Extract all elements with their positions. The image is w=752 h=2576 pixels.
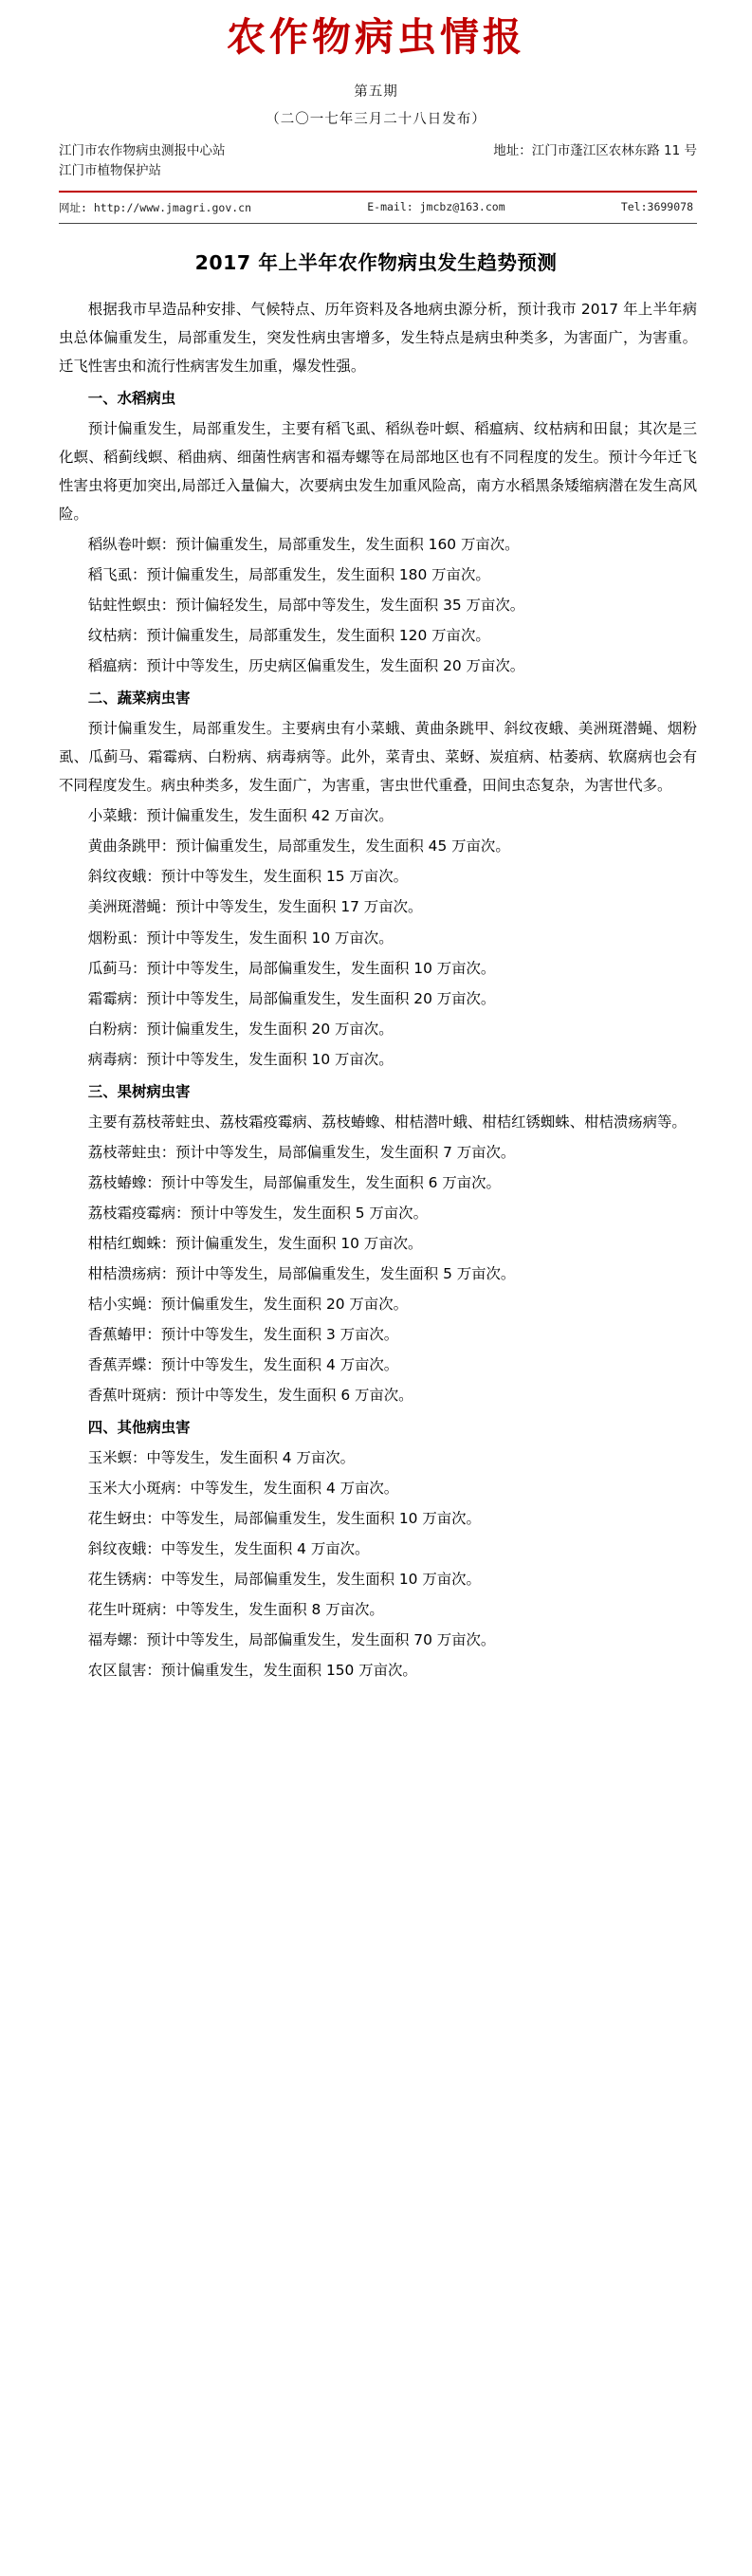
email-address[interactable]: E-mail: jmcbz@163.com — [367, 200, 505, 214]
section-1-paragraph-5: 纹枯病：预计偏重发生，局部重发生，发生面积 120 万亩次。 — [87, 627, 490, 645]
organization-line-1: 江门市农作物病虫测报中心站 — [59, 143, 226, 159]
contact-row — [59, 200, 693, 215]
thin-divider — [59, 223, 697, 224]
organization-line-2: 江门市植物保护站 — [59, 163, 161, 179]
section-1-paragraph-2: 稻纵卷叶螟：预计偏重发生，局部重发生，发生面积 160 万亩次。 — [87, 536, 520, 554]
section-4-paragraph-8: 农区鼠害：预计偏重发生，发生面积 150 万亩次。 — [87, 1662, 417, 1680]
section-2-paragraph-1: 预计偏重发生，局部重发生。主要病虫有小菜蛾、黄曲条跳甲、斜纹夜蛾、美洲斑潜蝇、烟粉虱、瓜蓟马、霜霉病、白粉病、病毒病等。此外，菜青虫、菜蚜、炭疽病、枯萎病、软腐病也会有不同程度发生。病虫种类多，发生面广，为害重，害虫世代重叠，田间虫态复杂，为害世代多。 — [59, 720, 697, 795]
section-1-paragraph-6: 稻瘟病：预计中等发生，历史病区偏重发生，发生面积 20 万亩次。 — [87, 657, 525, 675]
section-2-paragraph-4: 斜纹夜蛾：预计中等发生，发生面积 15 万亩次。 — [87, 868, 408, 886]
section-2-paragraph-10: 病毒病：预计中等发生，发生面积 10 万亩次。 — [87, 1050, 394, 1068]
section-2-paragraph-3: 黄曲条跳甲：预计偏重发生，局部重发生，发生面积 45 万亩次。 — [87, 837, 510, 856]
page-title: 2017 年上半年农作物病虫发生趋势预测 — [194, 251, 558, 275]
organization-names — [59, 141, 226, 181]
section-4-paragraph-6: 花生叶斑病：中等发生，发生面积 8 万亩次。 — [87, 1601, 384, 1619]
section-1-paragraph-3: 稻飞虱：预计偏重发生，局部重发生，发生面积 180 万亩次。 — [87, 566, 490, 584]
section-1-paragraph-1: 预计偏重发生，局部重发生，主要有稻飞虱、稻纵卷叶螟、稻瘟病、纹枯病和田鼠；其次是三化螟、稻蓟线螟、稻曲病、细菌性病害和福寿螺等在局部地区也有不同程度的发生。预计今年迁飞性害虫将更加突出,局部迁入量偏大，次要病虫发生加重风险高，南方水稻黑条矮缩病潜在发生高风险。 — [59, 419, 697, 524]
section-4-paragraph-5: 花生锈病：中等发生，局部偏重发生，发生面积 10 万亩次。 — [87, 1571, 481, 1589]
section-3-paragraph-10: 香蕉叶斑病：预计中等发生，发生面积 6 万亩次。 — [87, 1386, 413, 1404]
telephone-number: Tel:3699078 — [620, 200, 693, 214]
section-2-paragraph-8: 霜霉病：预计中等发生，局部偏重发生，发生面积 20 万亩次。 — [87, 989, 496, 1007]
section-4-paragraph-3: 花生蚜虫：中等发生，局部偏重发生，发生面积 10 万亩次。 — [87, 1510, 481, 1528]
section-2-paragraph-5: 美洲斑潜蝇：预计中等发生，发生面积 17 万亩次。 — [87, 898, 423, 916]
section-2-paragraph-9: 白粉病：预计偏重发生，发生面积 20 万亩次。 — [87, 1020, 394, 1038]
section-2-paragraph-7: 瓜蓟马：预计中等发生，局部偏重发生，发生面积 10 万亩次。 — [87, 959, 496, 977]
section-3-paragraph-8: 香蕉蝽甲：预计中等发生，发生面积 3 万亩次。 — [87, 1325, 399, 1343]
masthead — [0, 0, 752, 128]
section-3-paragraph-1: 主要有荔枝蒂蛀虫、荔枝霜疫霉病、荔枝蝽蟓、柑桔潜叶蛾、柑桔红锈蜘蛛、柑桔溃疡病等。 — [87, 1113, 687, 1131]
section-heading-2: 二、蔬菜病虫害 — [87, 690, 191, 708]
section-2-paragraph-2: 小菜蛾：预计偏重发生，发生面积 42 万亩次。 — [87, 807, 394, 825]
section-heading-1: 一、水稻病虫 — [87, 389, 176, 407]
issue-number: 第五期 — [354, 84, 398, 101]
section-3-paragraph-5: 柑桔红蜘蛛：预计偏重发生，发生面积 10 万亩次。 — [87, 1234, 423, 1252]
website-link[interactable]: 网址: http://www.jmagri.gov.cn — [59, 201, 252, 215]
organization-address: 地址：江门市蓬江区农林东路 11 号 — [493, 143, 697, 159]
section-2-paragraph-6: 烟粉虱：预计中等发生，发生面积 10 万亩次。 — [87, 929, 394, 947]
section-3-paragraph-2: 荔枝蒂蛀虫：预计中等发生，局部偏重发生，发生面积 7 万亩次。 — [87, 1143, 516, 1161]
publish-date: （二〇一七年三月二十八日发布） — [266, 112, 486, 128]
section-3-paragraph-4: 荔枝霜疫霉病：预计中等发生，发生面积 5 万亩次。 — [87, 1204, 428, 1222]
section-4-paragraph-2: 玉米大小斑病：中等发生，发生面积 4 万亩次。 — [87, 1480, 399, 1498]
document-body — [59, 295, 697, 1684]
section-1-paragraph-4: 钻蛀性螟虫：预计偏轻发生，局部中等发生，发生面积 35 万亩次。 — [87, 597, 525, 615]
section-3-paragraph-3: 荔枝蝽蟓：预计中等发生，局部偏重发生，发生面积 6 万亩次。 — [87, 1173, 501, 1191]
organization-block — [0, 141, 752, 181]
section-4-paragraph-1: 玉米螟：中等发生，发生面积 4 万亩次。 — [87, 1449, 356, 1467]
section-heading-4: 四、其他病虫害 — [87, 1419, 191, 1436]
section-4-paragraph-7: 福寿螺：预计中等发生，局部偏重发生，发生面积 70 万亩次。 — [87, 1631, 496, 1649]
red-divider — [59, 191, 697, 193]
section-3-paragraph-9: 香蕉弄蝶：预计中等发生，发生面积 4 万亩次。 — [87, 1355, 399, 1373]
masthead-title: 农作物病虫情报 — [227, 14, 525, 60]
section-3-paragraph-6: 柑桔溃疡病：预计中等发生，局部偏重发生，发生面积 5 万亩次。 — [87, 1264, 516, 1282]
section-4-paragraph-4: 斜纹夜蛾：中等发生，发生面积 4 万亩次。 — [87, 1540, 370, 1558]
section-3-paragraph-7: 桔小实蝇：预计偏重发生，发生面积 20 万亩次。 — [87, 1295, 408, 1313]
section-heading-3: 三、果树病虫害 — [87, 1082, 191, 1100]
intro-paragraph: 根据我市早造品种安排、气候特点、历年资料及各地病虫源分析，预计我市 2017 年上半年病虫总体偏重发生，局部重发生，突发性病虫害增多，发生特点是病虫种类多，为害面广，为害重。迁飞性害虫和流行性病害发生加重，爆发性强。 — [59, 300, 697, 375]
